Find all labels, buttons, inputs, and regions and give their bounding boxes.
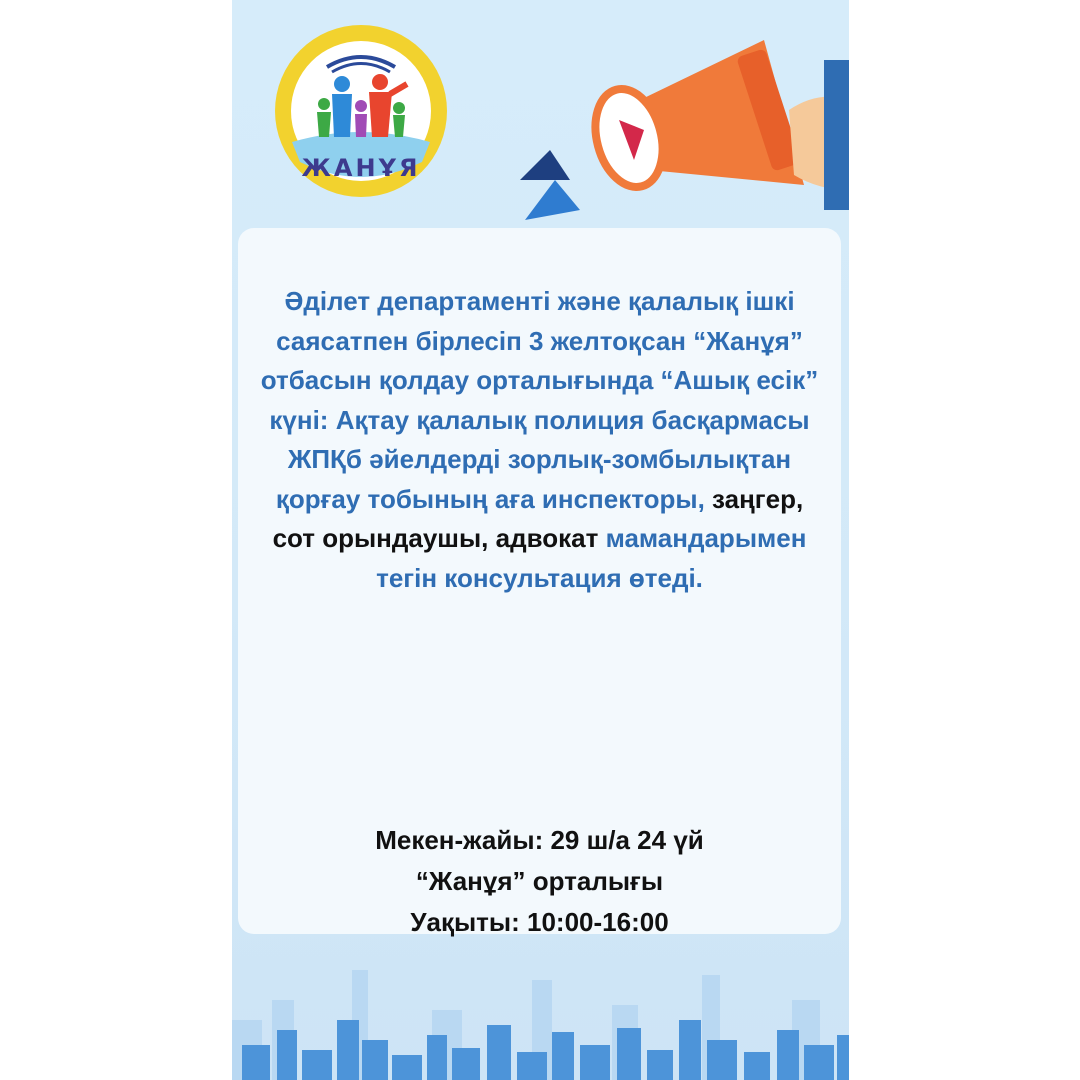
time-line: Уақыты: 10:00-16:00: [410, 907, 669, 937]
story-post: [232, 0, 849, 1080]
event-info: [258, 820, 821, 943]
address-line: Мекен-жайы: 29 ш/а 24 үй: [375, 825, 704, 855]
logo-name: ЖАНҰЯ: [301, 154, 421, 182]
announcement-text: [258, 282, 821, 598]
megaphone-icon: [589, 20, 849, 220]
announcement-blue-end: мамандарымен тегін консультация өтеді.: [376, 523, 807, 593]
announcement-black-part: заңгер, сот орындаушы, адвокат: [272, 483, 804, 553]
triangle-shapes-icon: [520, 150, 600, 230]
janua-logo: [272, 22, 450, 200]
announcement-card: [238, 228, 841, 937]
announcement-blue-part: Әділет департаменті және қалалық ішкі саясатпен бірлесіп 3 желтоқсан “Жанұя” отбасын қолдау орталығында “Ашық есік” күні: Ақтау қалалық полиция басқармасы ЖПҚб әйелдерді зорлық-зомбылықтан қорғау тобының аға инспекторы,: [260, 286, 819, 514]
city-skyline-icon: [232, 960, 849, 1080]
center-line: “Жанұя” орталығы: [415, 866, 664, 896]
